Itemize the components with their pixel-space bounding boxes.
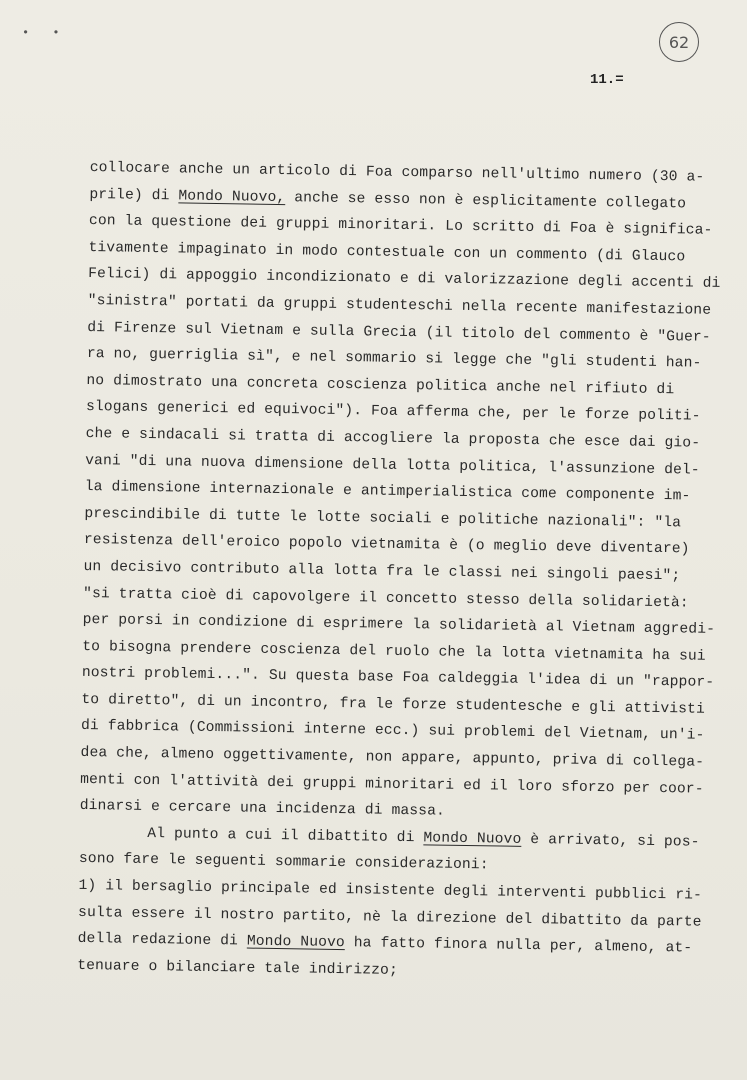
text-line: to bisogna prendere coscienza del ruolo che la lotta vietnamita ha sui [82,638,706,665]
text-line: di Firenze sul Vietnam e sulla Grecia (il titolo del commento è "Guer- [87,319,711,346]
text-line: nostri problemi...". Su questa base Foa caldeggia l'idea di un "rappor- [81,665,715,692]
text-line: slogans generici ed equivoci"). Foa afferma che, per le forze politi- [85,399,701,425]
text-line: "sinistra" portati da gruppi studenteschi nella recente manifestazione [87,292,712,319]
underlined-title: Mondo Nuovo [246,933,346,952]
text-line: per porsi in condizione di esprimere la solidarietà al Vietnam aggredi- [82,612,716,638]
text-line: dinarsi e cercare una incidenza di massa. [79,798,446,820]
corner-marks: • • [22,26,68,40]
underlined-title: Mondo Nuovo [423,830,522,848]
text-line: collocare anche un articolo di Foa comparso nell'ultimo numero (30 a- [89,159,705,186]
text-line: resistenza dell'eroico popolo vietnamita è (o meglio deve diventare) [83,532,690,558]
text-line: no dimostrato una concreta coscienza politica anche nel rifiuto di [86,372,675,398]
text-line: sulta essere il nostro partito, nè la direzione del dibattito da parte [77,904,702,931]
page-number: 11.= [590,72,624,88]
text-line: un decisivo contributo alla lotta fra le classi nei singoli paesi"; [83,558,681,585]
text-line: "si tratta cioè di capovolgere il concetto stesso della solidarietà: [82,585,689,611]
text-line: con la questione dei gruppi minoritari. Lo scritto di Foa è significa- [88,213,713,239]
text-line: di fabbrica (Commissioni interne ecc.) sui problemi del Vietnam, un'i- [80,718,705,745]
text-segment: Al punto a cui il dibattito di [147,825,424,847]
text-segment: prile) di [89,186,179,204]
text-line: ra no, guerriglia sì", e nel sommario si legge che "gli studenti han- [86,346,702,372]
text-line: la dimensione internazionale e antimperialistica come componente im- [84,479,691,505]
text-line: tivamente impaginato in modo contestuale con un commento (di Glauco [88,239,686,266]
text-line: 1) il bersaglio principale ed insistente degli interventi pubblici ri- [78,877,703,904]
text-line: che e sindacali si tratta di accogliere la proposta che esce dai gio- [85,425,701,452]
text-line: prescindibile di tutte le lotte sociali e politiche nazionali": "la [84,505,682,532]
text-segment: è arrivato, si pos- [521,831,700,851]
text-segment: della redazione di [77,931,248,950]
text-line: tenuare o bilanciare tale indirizzo; [77,957,399,979]
text-line: menti con l'attività dei gruppi minoritari ed il loro sforzo per coor- [80,771,704,798]
text-line: to diretto", di un incontro, fra le forze studentesche e gli attivisti [81,691,706,718]
archive-stamp [659,22,699,62]
underlined-title: Mondo Nuovo, [178,187,286,206]
text-line: Felici) di appoggio incondizionato e di valorizzazione degli accenti di [87,266,721,293]
text-segment: anche se esso non è esplicitamente collegato [285,189,687,212]
typed-body-text [77,155,721,989]
text-segment: ha fatto finora nulla per, almeno, at- [344,935,693,957]
stamp-number: 62 [668,32,690,52]
text-line: dea che, almeno oggettivamente, non appare, appunto, priva di collega- [80,744,705,771]
text-line: sono fare le seguenti sommarie considerazioni: [78,851,489,874]
text-line: vani "di una nuova dimensione della lotta politica, l'assunzione del- [85,452,700,479]
